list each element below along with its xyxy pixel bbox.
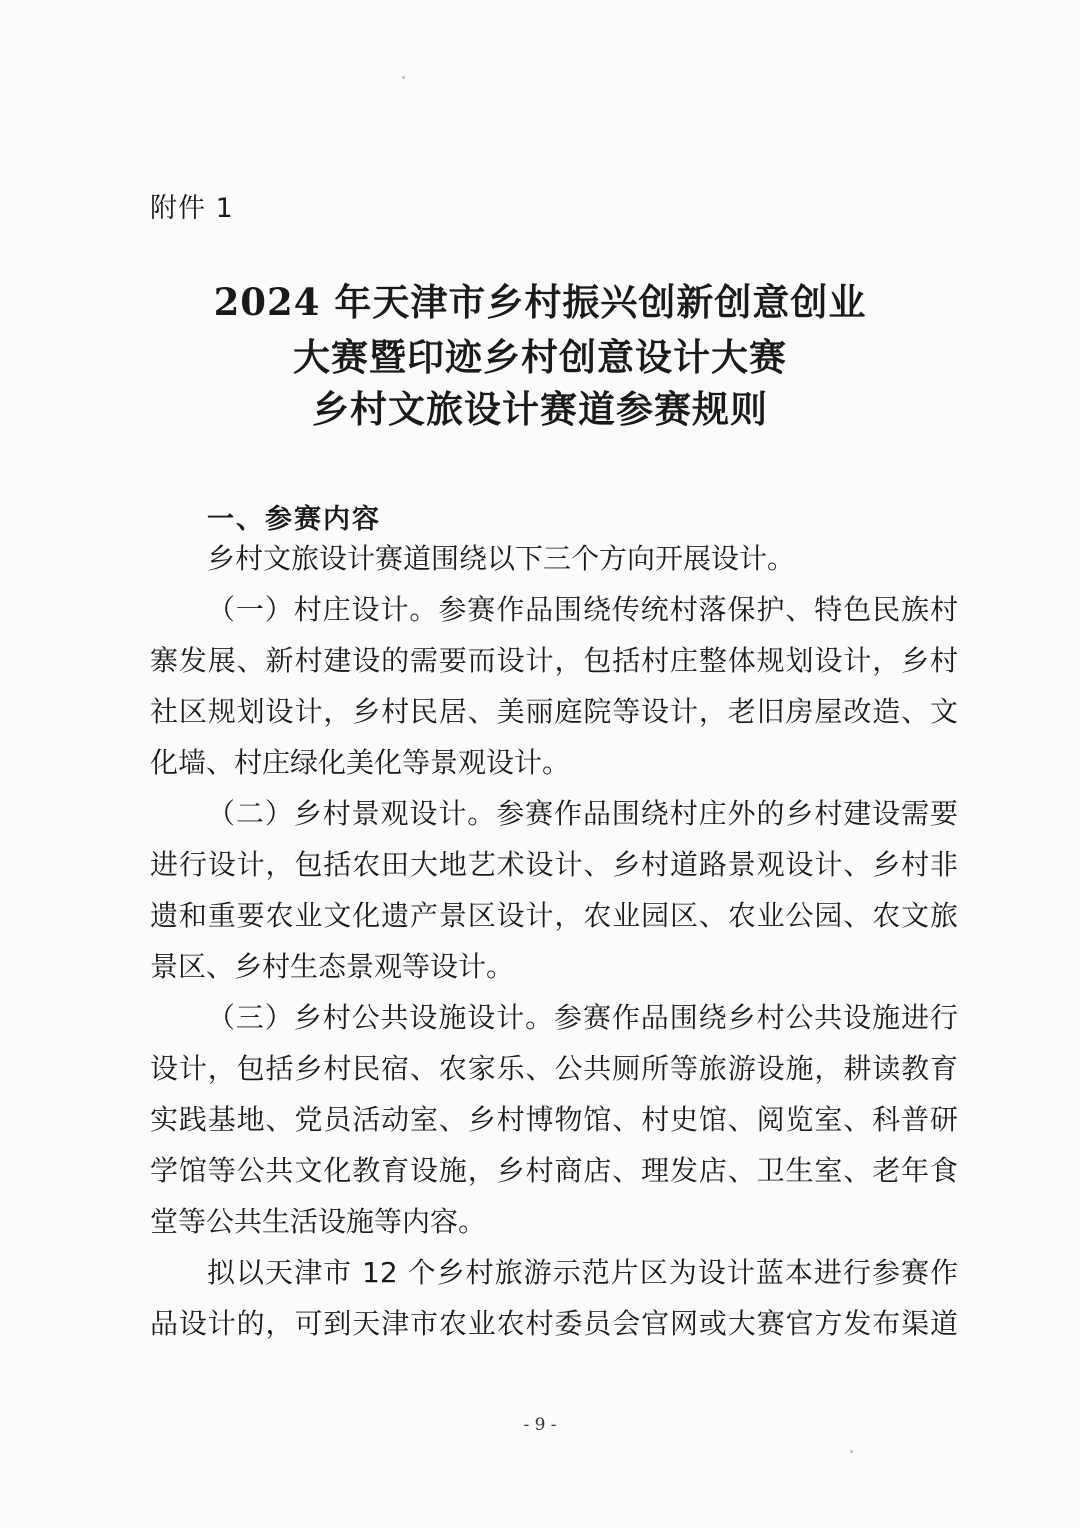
body-line: 社区规划设计，乡村民居、美丽庭院等设计，老旧房屋改造、文 [150, 695, 958, 728]
title-line-1: 2024 年天津市乡村振兴创新创意创业 [213, 280, 867, 324]
body-line: 乡村文旅设计赛道围绕以下三个方向开展设计。 [207, 542, 796, 575]
body-line: （三）乡村公共设施设计。参赛作品围绕乡村公共设施进行 [207, 1001, 958, 1034]
body-line: 拟以天津市 12 个乡村旅游示范片区为设计蓝本进行参赛作 [207, 1256, 958, 1289]
scan-speck [850, 1450, 853, 1453]
scan-speck [402, 76, 405, 79]
body-line: 进行设计，包括农田大地艺术设计、乡村道路景观设计、乡村非 [150, 848, 958, 881]
body-line: 化墙、村庄绿化美化等景观设计。 [150, 746, 571, 779]
section-heading: 一、参赛内容 [207, 504, 381, 535]
body-line: 实践基地、党员活动室、乡村博物馆、村史馆、阅览室、科普研 [150, 1103, 958, 1136]
body-line: （一）村庄设计。参赛作品围绕传统村落保护、特色民族村 [207, 593, 958, 626]
body-line: 堂等公共生活设施等内容。 [150, 1205, 487, 1238]
body-line: （二）乡村景观设计。参赛作品围绕村庄外的乡村建设需要 [207, 797, 958, 830]
attachment-label: 附件 1 [150, 193, 234, 224]
body-line: 寨发展、新村建设的需要而设计，包括村庄整体规划设计，乡村 [150, 644, 958, 677]
body-line: 遗和重要农业文化遗产景区设计，农业园区、农业公园、农文旅 [150, 899, 958, 932]
body-line: 学馆等公共文化教育设施，乡村商店、理发店、卫生室、老年食 [150, 1154, 958, 1187]
title-line-3: 乡村文旅设计赛道参赛规则 [312, 387, 768, 431]
page-number: - 9 - [523, 1415, 557, 1435]
body-line: 景区、乡村生态景观等设计。 [150, 950, 515, 983]
title-line-2: 大赛暨印迹乡村创意设计大赛 [293, 335, 787, 379]
body-line: 品设计的，可到天津市农业农村委员会官网或大赛官方发布渠道 [150, 1307, 958, 1340]
body-line: 设计，包括乡村民宿、农家乐、公共厕所等旅游设施，耕读教育 [150, 1052, 958, 1085]
